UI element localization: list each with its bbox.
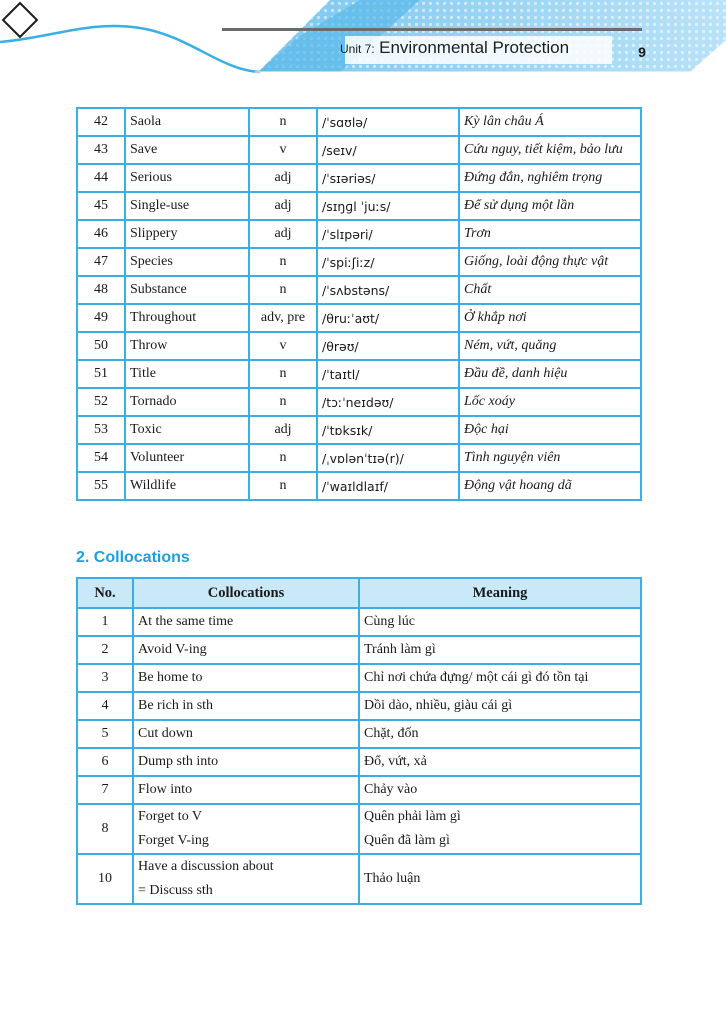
table-row (77, 248, 641, 276)
vocab-word: Slippery (125, 220, 249, 248)
collocation-text-line: At the same time (138, 614, 234, 629)
header-collocation: Collocations (133, 578, 359, 608)
collocation-number: 6 (77, 748, 133, 776)
collocation-meaning-line: Dồi dào, nhiều, giàu cái gì (364, 698, 513, 713)
collocation-text (133, 804, 359, 854)
vocab-word: Toxic (125, 416, 249, 444)
vocab-word: Species (125, 248, 249, 276)
table-row (77, 220, 641, 248)
collocation-meaning-line: Quên đã làm gì (364, 833, 450, 848)
vocab-pronunciation: /ˈsʌbstəns/ (317, 276, 459, 304)
vocab-pronunciation: /ˈsɪəriəs/ (317, 164, 459, 192)
vocab-meaning: Tình nguyện viên (459, 444, 641, 472)
table-row (77, 636, 641, 664)
collocation-meaning (359, 854, 641, 904)
vocab-number: 54 (77, 444, 125, 472)
header-meaning: Meaning (359, 578, 641, 608)
collocation-text (133, 664, 359, 692)
vocab-pronunciation: /seɪv/ (317, 136, 459, 164)
collocation-text-line: Cut down (138, 726, 193, 741)
table-row (77, 748, 641, 776)
table-row (77, 360, 641, 388)
vocab-part-of-speech: n (249, 388, 317, 416)
vocab-word: Saola (125, 108, 249, 136)
vocab-part-of-speech: adj (249, 220, 317, 248)
vocab-part-of-speech: n (249, 444, 317, 472)
vocab-meaning: Ở khắp nơi (459, 304, 641, 332)
vocab-meaning: Đứng đắn, nghiêm trọng (459, 164, 641, 192)
collocation-meaning (359, 608, 641, 636)
vocab-word: Save (125, 136, 249, 164)
table-row (77, 192, 641, 220)
collocation-meaning (359, 720, 641, 748)
vocab-meaning: Đầu đề, danh hiệu (459, 360, 641, 388)
collocation-text-line: Dump sth into (138, 754, 219, 769)
vocab-number: 46 (77, 220, 125, 248)
vocab-part-of-speech: adv, pre (249, 304, 317, 332)
vocab-number: 55 (77, 472, 125, 500)
page-badge-icon (0, 0, 40, 40)
table-row (77, 332, 641, 360)
collocation-number: 5 (77, 720, 133, 748)
vocab-part-of-speech: v (249, 136, 317, 164)
vocab-part-of-speech: adj (249, 192, 317, 220)
collocation-meaning (359, 636, 641, 664)
collocation-meaning-line: Thảo luận (364, 871, 421, 886)
vocab-meaning: Giống, loài động thực vật (459, 248, 641, 276)
collocation-number: 7 (77, 776, 133, 804)
table-row (77, 720, 641, 748)
table-row (77, 416, 641, 444)
vocab-number: 49 (77, 304, 125, 332)
collocation-number: 8 (77, 804, 133, 854)
vocab-word: Single-use (125, 192, 249, 220)
vocab-pronunciation: /ˌvɒlənˈtɪə(r)/ (317, 444, 459, 472)
vocab-meaning: Kỳ lân châu Á (459, 108, 641, 136)
vocab-pronunciation: /ˈtaɪtl/ (317, 360, 459, 388)
collocation-meaning-line: Chảy vào (364, 782, 418, 797)
collocation-text (133, 720, 359, 748)
vocab-part-of-speech: v (249, 332, 317, 360)
collocation-meaning-line: Quên phải làm gì (364, 809, 461, 824)
collocation-text (133, 636, 359, 664)
vocab-number: 47 (77, 248, 125, 276)
collocation-meaning-line: Chỉ nơi chứa đựng/ một cái gì đó tồn tại (364, 670, 589, 685)
vocab-part-of-speech: n (249, 472, 317, 500)
collocation-meaning-line: Cùng lúc (364, 614, 415, 629)
collocation-text (133, 776, 359, 804)
vocab-part-of-speech: n (249, 108, 317, 136)
collocation-text-line: Have a discussion about (138, 859, 274, 874)
collocation-text-line: Flow into (138, 782, 193, 797)
vocab-meaning: Ném, vứt, quăng (459, 332, 641, 360)
collocation-text (133, 692, 359, 720)
vocab-number: 43 (77, 136, 125, 164)
vocab-pronunciation: /ˈslɪpəri/ (317, 220, 459, 248)
collocation-meaning (359, 692, 641, 720)
collocation-number: 2 (77, 636, 133, 664)
vocab-word: Substance (125, 276, 249, 304)
vocab-pronunciation: /ˈtɒksɪk/ (317, 416, 459, 444)
vocab-part-of-speech: n (249, 276, 317, 304)
vocab-pronunciation: /sɪŋɡl ˈjuːs/ (317, 192, 459, 220)
collocation-meaning (359, 804, 641, 854)
vocab-part-of-speech: n (249, 248, 317, 276)
collocation-meaning-line: Đổ, vứt, xả (364, 754, 427, 769)
page-header (0, 0, 726, 95)
table-row (77, 388, 641, 416)
vocab-pronunciation: /θrəʊ/ (317, 332, 459, 360)
vocab-word: Throw (125, 332, 249, 360)
vocab-number: 52 (77, 388, 125, 416)
vocab-number: 50 (77, 332, 125, 360)
vocab-word: Volunteer (125, 444, 249, 472)
table-row (77, 304, 641, 332)
vocab-meaning: Động vật hoang dã (459, 472, 641, 500)
collocation-text-line: Be home to (138, 670, 203, 685)
vocab-part-of-speech: adj (249, 164, 317, 192)
table-row (77, 108, 641, 136)
collocation-meaning (359, 748, 641, 776)
vocab-word: Throughout (125, 304, 249, 332)
vocab-pronunciation: /ˈsɑʊlə/ (317, 108, 459, 136)
header-no: No. (77, 578, 133, 608)
collocation-text-line: Forget to V (138, 809, 203, 824)
table-row (77, 776, 641, 804)
table-row (77, 472, 641, 500)
table-row (77, 164, 641, 192)
table-row (77, 692, 641, 720)
table-row (77, 444, 641, 472)
collocation-text-line: = Discuss sth (138, 883, 213, 898)
vocab-number: 53 (77, 416, 125, 444)
collocations-table (76, 577, 642, 905)
vocab-pronunciation: /ˈwaɪldlaɪf/ (317, 472, 459, 500)
vocab-meaning: Độc hại (459, 416, 641, 444)
vocab-word: Wildlife (125, 472, 249, 500)
unit-title (340, 38, 569, 64)
vocab-pronunciation: /ˈspiːʃiːz/ (317, 248, 459, 276)
vocab-word: Serious (125, 164, 249, 192)
collocation-text (133, 608, 359, 636)
vocabulary-table (76, 107, 642, 501)
table-row (77, 276, 641, 304)
page-number: 9 (638, 44, 646, 60)
vocab-pronunciation: /tɔːˈneɪdəʊ/ (317, 388, 459, 416)
vocab-number: 42 (77, 108, 125, 136)
collocation-meaning (359, 664, 641, 692)
vocab-meaning: Lốc xoáy (459, 388, 641, 416)
collocation-number: 3 (77, 664, 133, 692)
vocab-number: 44 (77, 164, 125, 192)
collocation-text-line: Avoid V-ing (138, 642, 207, 657)
collocation-text-line: Be rich in sth (138, 698, 214, 713)
vocab-word: Title (125, 360, 249, 388)
table-row (77, 664, 641, 692)
collocation-number: 10 (77, 854, 133, 904)
vocab-meaning: Cứu nguy, tiết kiệm, bảo lưu (459, 136, 641, 164)
section-title: 2. Collocations (76, 549, 190, 566)
table-row (77, 804, 641, 854)
collocation-number: 1 (77, 608, 133, 636)
collocation-meaning-line: Chặt, đốn (364, 726, 419, 741)
vocab-meaning: Chất (459, 276, 641, 304)
vocab-number: 48 (77, 276, 125, 304)
vocab-meaning: Trơn (459, 220, 641, 248)
unit-name: Environmental Protection (379, 38, 570, 57)
collocation-meaning-line: Tránh làm gì (364, 642, 436, 657)
table-header-row (77, 578, 641, 608)
unit-label: Unit 7: (340, 42, 375, 56)
vocab-number: 51 (77, 360, 125, 388)
vocab-pronunciation: /θruːˈaʊt/ (317, 304, 459, 332)
vocab-part-of-speech: adj (249, 416, 317, 444)
collocation-meaning (359, 776, 641, 804)
collocation-text-line: Forget V-ing (138, 833, 209, 848)
vocab-word: Tornado (125, 388, 249, 416)
vocab-meaning: Để sử dụng một lần (459, 192, 641, 220)
table-row (77, 608, 641, 636)
vocab-number: 45 (77, 192, 125, 220)
collocation-text (133, 748, 359, 776)
collocation-text (133, 854, 359, 904)
table-row (77, 854, 641, 904)
table-row (77, 136, 641, 164)
collocation-number: 4 (77, 692, 133, 720)
vocab-part-of-speech: n (249, 360, 317, 388)
